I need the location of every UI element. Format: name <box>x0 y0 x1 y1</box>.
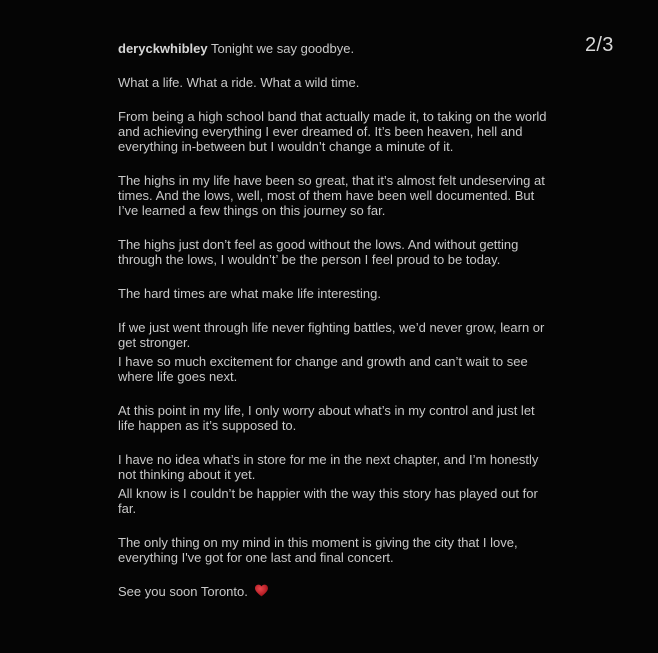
caption-paragraph: The hard times are what make life interesting. <box>118 286 382 301</box>
caption-closing-line <box>118 584 548 599</box>
caption-paragraph: All know is I couldn’t be happier with the way this story has played out for far. <box>118 486 538 516</box>
caption-paragraph: I have no idea what’s in store for me in the next chapter, and I’m honestly not thinking about it yet. <box>118 452 539 482</box>
caption-opening-text: Tonight we say goodbye. <box>207 41 355 56</box>
caption-paragraph: At this point in my life, I only worry about what’s in my control and just let life happen as it’s supposed to. <box>118 403 535 433</box>
caption-paragraph: The highs in my life have been so great, that it’s almost felt undeserving at times. And the lows, well, most of them have been well documented. But I’ve learned a few things on this journey so far. <box>118 173 545 218</box>
username[interactable]: deryckwhibley <box>118 41 208 56</box>
caption-closing-text: See you soon Toronto. <box>118 584 248 599</box>
caption-paragraph: From being a high school band that actually made it, to taking on the world and achieving everything I ever dreamed of. It’s been heaven, hell and everything in-between but I wouldn’t change a minute of it. <box>118 109 547 154</box>
red-heart-icon <box>254 584 269 597</box>
caption-paragraph: What a life. What a ride. What a wild time. <box>118 75 360 90</box>
caption-paragraph: I have so much excitement for change and growth and can’t wait to see where life goes next. <box>118 354 528 384</box>
caption-first-line <box>118 41 548 56</box>
caption-paragraph: If we just went through life never fighting battles, we’d never grow, learn or get stronger. <box>118 320 545 350</box>
caption-paragraph: The highs just don’t feel as good without the lows. And without getting through the lows, I wouldn’t’ be the person I feel proud to be today. <box>118 237 519 267</box>
page-indicator: 2/3 <box>585 34 614 56</box>
post-caption <box>118 41 548 618</box>
caption-paragraph: The only thing on my mind in this moment is giving the city that I love, everything I've got for one last and final concert. <box>118 535 518 565</box>
